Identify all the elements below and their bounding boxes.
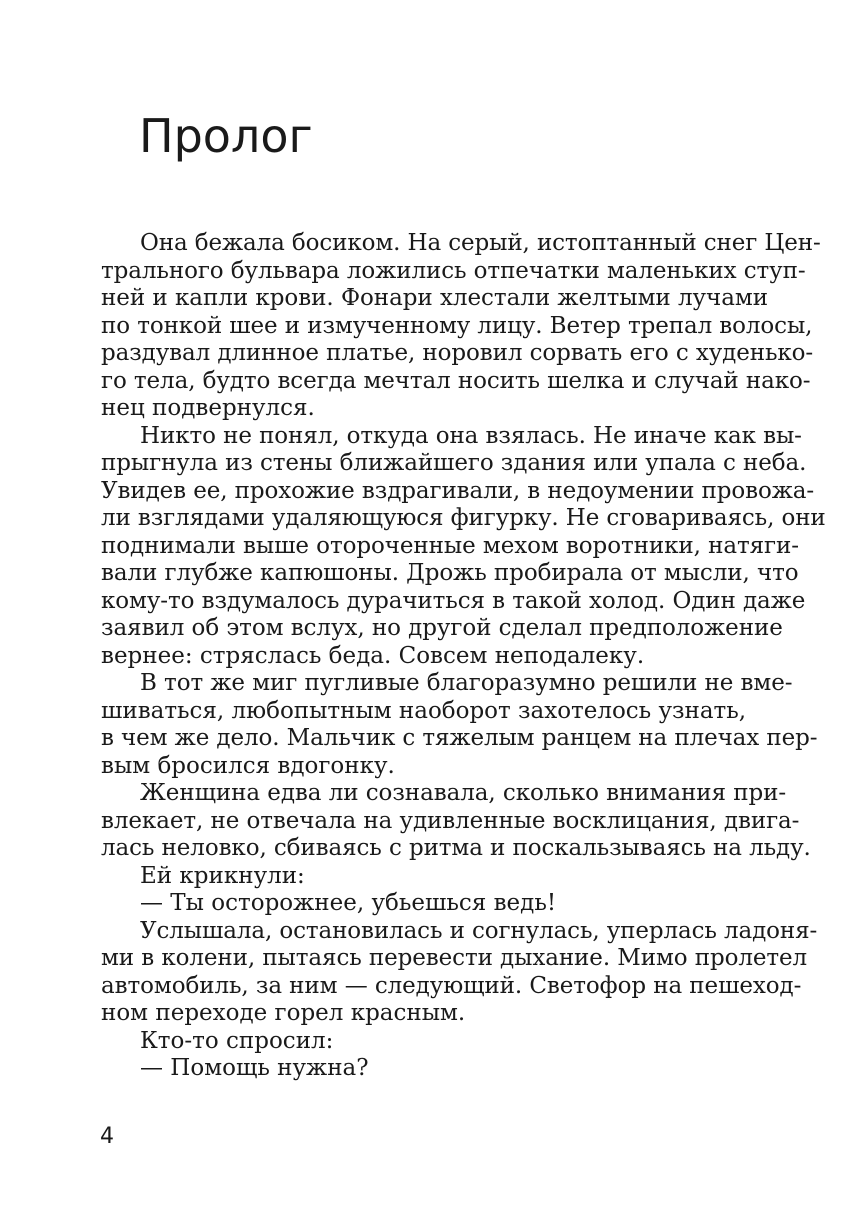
- text-line: автомобиль, за ним — следующий. Светофор на пешеход-: [101, 972, 802, 999]
- paragraph: [101, 230, 821, 423]
- text-line: вым бросился вдогонку.: [101, 752, 395, 779]
- text-line: ней и капли крови. Фонари хлестали желтыми лучами: [101, 285, 769, 311]
- text-line: ном переходе горел красным.: [101, 1000, 466, 1026]
- text-line: го тела, будто всегда мечтал носить шелка и случай нако-: [101, 367, 811, 394]
- text-line: ли взглядами удаляющуюся фигурку. Не сговариваясь, они: [101, 505, 826, 531]
- text-line: Увидев ее, прохожие вздрагивали, в недоумении провожа-: [101, 477, 815, 504]
- body-text: [101, 230, 826, 1083]
- text-line: раздувал длинное платье, норовил сорвать его с худенько-: [101, 340, 814, 366]
- paragraph: [101, 670, 818, 780]
- text-line: вали глубже капюшоны. Дрожь пробирала от мысли, что: [101, 560, 799, 586]
- paragraph: [101, 863, 739, 891]
- text-line: кому-то вздумалось дурачиться в такой холод. Один даже: [101, 587, 806, 614]
- paragraph: [101, 890, 739, 918]
- text-line: шиваться, любопытным наоборот захотелось узнать,: [101, 697, 747, 724]
- text-line: прыгнула из стены ближайшего здания или упала с неба.: [101, 450, 807, 476]
- text-line: Женщина едва ли сознавала, сколько внимания при-: [140, 780, 787, 806]
- paragraph: [101, 422, 826, 671]
- text-line: заявил об этом вслух, но другой сделал предположение: [101, 615, 783, 641]
- text-line: — Ты осторожнее, убьешься ведь!: [140, 890, 557, 916]
- text-line: ми в колени, пытаясь перевести дыхание. Мимо пролетел: [101, 945, 808, 971]
- text-line: Кто-то спросил:: [140, 1027, 334, 1054]
- page-number: 4: [100, 1124, 114, 1149]
- text-line: Никто не понял, откуда она взялась. Не иначе как вы-: [140, 422, 802, 449]
- text-line: лась неловко, сбиваясь с ритма и поскальзываясь на льду.: [101, 835, 811, 861]
- chapter-title: Пролог: [139, 109, 313, 163]
- text-line: вернее: стряслась беда. Совсем неподалеку.: [101, 642, 645, 669]
- text-line: поднимали выше отороченные мехом воротники, натяги-: [101, 532, 799, 559]
- text-line: нец подвернулся.: [101, 395, 315, 421]
- paragraph: [101, 780, 811, 863]
- text-line: Ей крикнули:: [140, 862, 305, 889]
- text-line: В тот же миг пугливые благоразумно решили не вме-: [140, 670, 793, 696]
- paragraph: [101, 917, 818, 1028]
- text-line: по тонкой шее и измученному лицу. Ветер трепал волосы,: [101, 312, 813, 339]
- paragraph: [101, 1028, 739, 1056]
- text-line: Услышала, остановилась и согнулась, уперлась ладоня-: [140, 917, 818, 944]
- text-line: Она бежала босиком. На серый, истоптанный снег Цен-: [140, 230, 821, 256]
- text-line: — Помощь нужна?: [140, 1055, 369, 1081]
- paragraph: [101, 1055, 739, 1083]
- text-line: трального бульвара ложились отпечатки маленьких ступ-: [101, 257, 806, 284]
- text-line: влекает, не отвечала на удивленные восклицания, двига-: [101, 807, 800, 834]
- text-line: в чем же дело. Мальчик с тяжелым ранцем на плечах пер-: [101, 725, 818, 751]
